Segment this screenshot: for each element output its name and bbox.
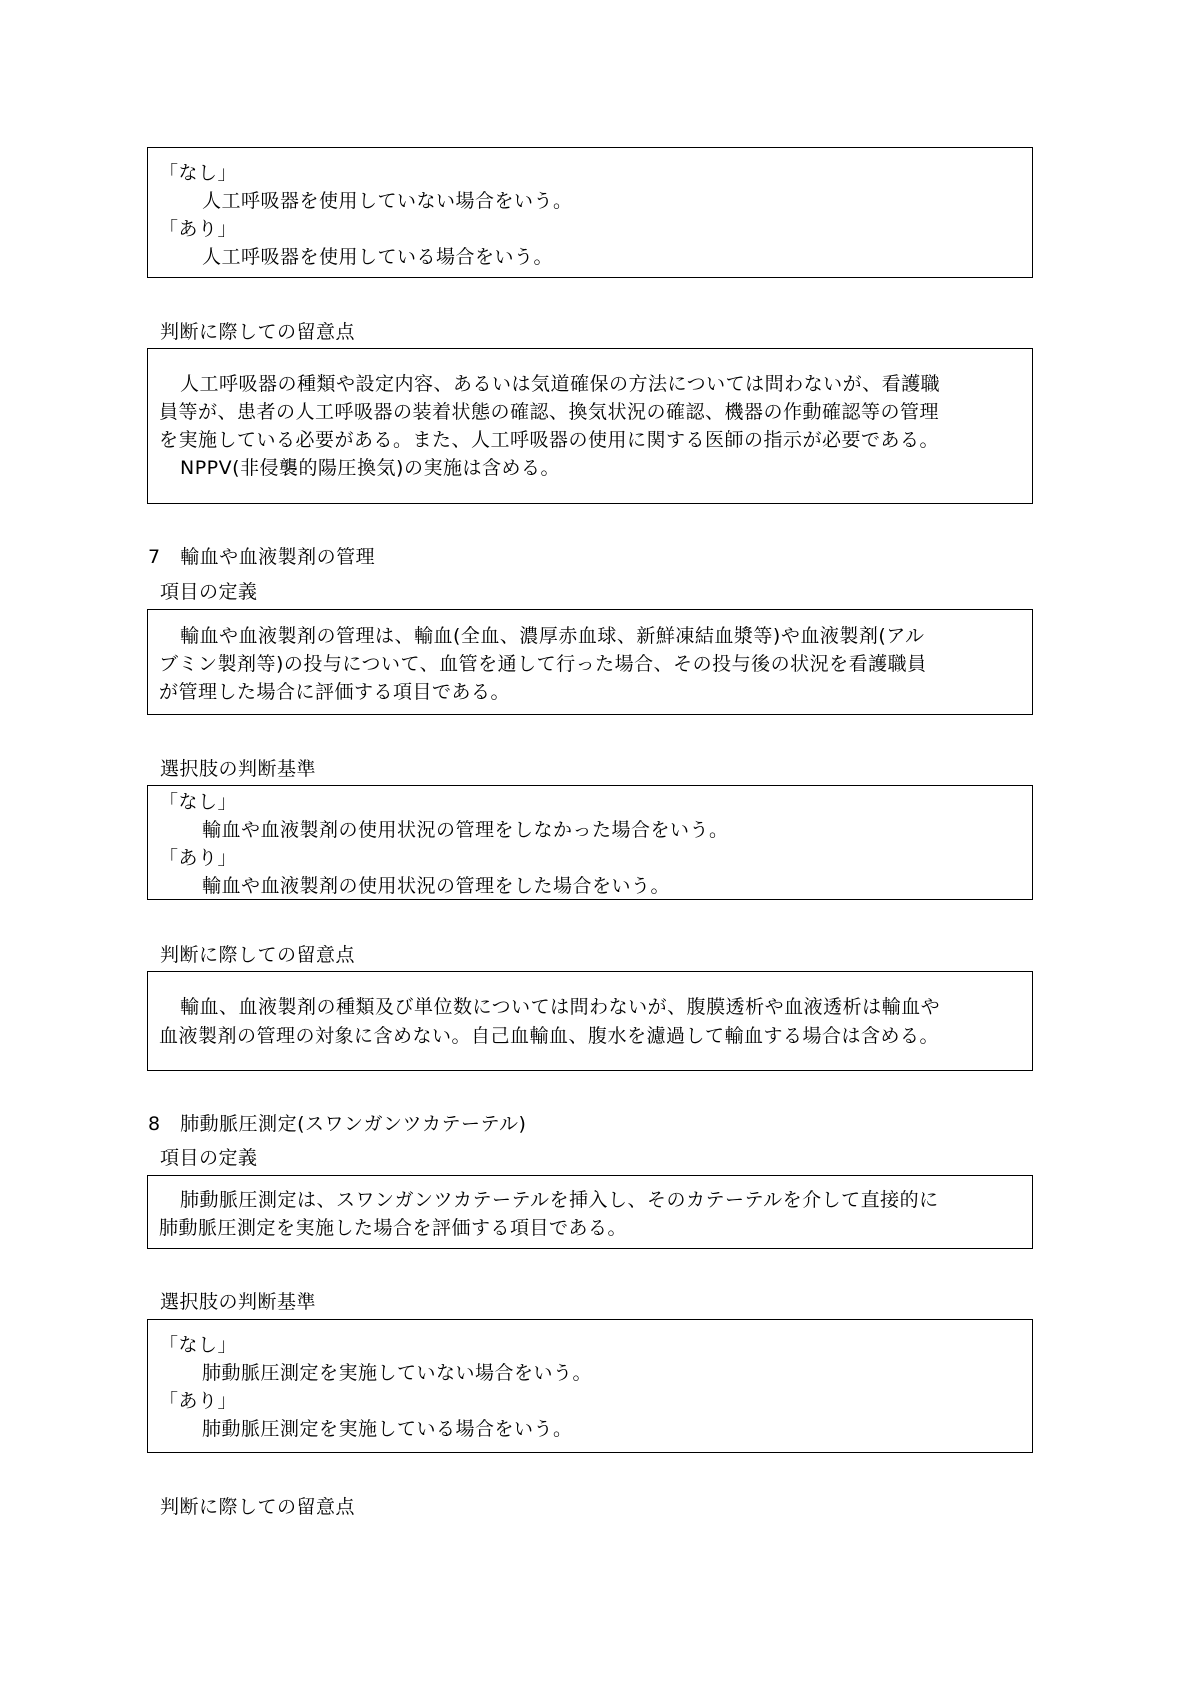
ventilator-notes-box <box>147 348 1033 504</box>
definition-line: ブミン製剤等)の投与について、血管を通して行った場合、その投与後の状況を看護職員 <box>159 653 927 675</box>
option-none-text: 人工呼吸器を使用していない場合をいう。 <box>202 190 573 212</box>
option-none-label: 「なし」 <box>159 162 238 184</box>
criteria-label: 選択肢の判断基準 <box>160 758 317 780</box>
definition-line: 肺動脈圧測定は、スワンガンツカテーテルを挿入し、そのカテーテルを介して直接的に <box>180 1189 939 1211</box>
notes-label: 判断に際しての留意点 <box>160 1496 356 1518</box>
option-none-label: 「なし」 <box>159 791 238 813</box>
definition-label: 項目の定義 <box>160 581 258 603</box>
criteria-label: 選択肢の判断基準 <box>160 1291 317 1313</box>
option-none-text: 肺動脈圧測定を実施していない場合をいう。 <box>202 1362 593 1384</box>
option-yes-label: 「あり」 <box>159 1390 238 1412</box>
option-yes-text: 輸血や血液製剤の使用状況の管理をした場合をいう。 <box>202 875 671 897</box>
option-none-label: 「なし」 <box>159 1334 238 1356</box>
definition-line: 肺動脈圧測定を実施した場合を評価する項目である。 <box>159 1217 628 1239</box>
definition-line: 輸血や血液製剤の管理は、輸血(全血、濃厚赤血球、新鮮凍結血漿等)や血液製剤(アル <box>180 625 925 647</box>
section7-notes-box <box>147 971 1033 1071</box>
ventilator-criteria-box <box>147 147 1033 278</box>
notes-label: 判断に際しての留意点 <box>160 944 356 966</box>
definition-label: 項目の定義 <box>160 1147 258 1169</box>
notes-line: を実施している必要がある。また、人工呼吸器の使用に関する医師の指示が必要である。 <box>159 429 940 451</box>
option-none-text: 輸血や血液製剤の使用状況の管理をしなかった場合をいう。 <box>202 819 729 841</box>
section7-definition-box <box>147 609 1033 715</box>
notes-line: 員等が、患者の人工呼吸器の装着状態の確認、換気状況の確認、機器の作動確認等の管理 <box>159 401 940 423</box>
notes-line: 人工呼吸器の種類や設定内容、あるいは気道確保の方法については問わないが、看護職 <box>180 373 941 395</box>
option-yes-label: 「あり」 <box>159 218 238 240</box>
notes-line: 血液製剤の管理の対象に含めない。自己血輸血、腹水を濾過して輸血する場合は含める。 <box>159 1025 940 1047</box>
notes-line: 輸血、血液製剤の種類及び単位数については問わないが、腹膜透析や血液透析は輸血や <box>180 996 941 1018</box>
option-yes-text: 人工呼吸器を使用している場合をいう。 <box>202 246 554 268</box>
section8-definition-box <box>147 1175 1033 1249</box>
notes-line: NPPV(非侵襲的陽圧換気)の実施は含める。 <box>180 457 560 479</box>
option-yes-label: 「あり」 <box>159 847 238 869</box>
section7-criteria-box <box>147 785 1033 900</box>
section-heading-7: 7 輸血や血液製剤の管理 <box>148 546 376 568</box>
option-yes-text: 肺動脈圧測定を実施している場合をいう。 <box>202 1418 573 1440</box>
notes-label: 判断に際しての留意点 <box>160 321 356 343</box>
section-heading-8: 8 肺動脈圧測定(スワンガンツカテーテル) <box>148 1113 527 1135</box>
definition-line: が管理した場合に評価する項目である。 <box>159 681 511 703</box>
section8-criteria-box <box>147 1319 1033 1453</box>
